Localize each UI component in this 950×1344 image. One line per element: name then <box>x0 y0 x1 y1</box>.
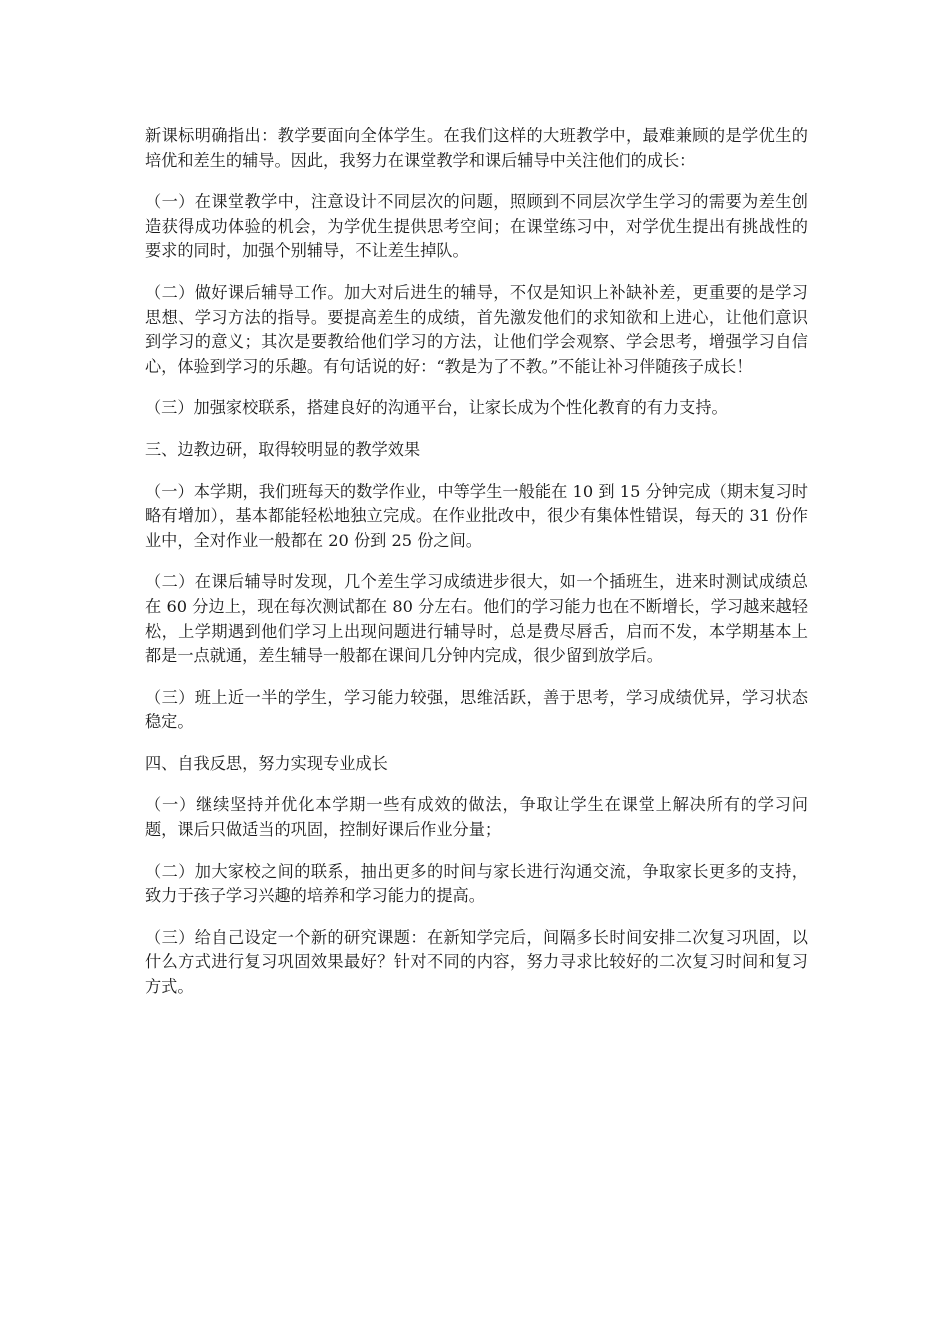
homework-results-paragraph: （一）本学期，我们班每天的数学作业，中等学生一般能在 10 到 15 分钟完成（期末复习时略有增加），基本都能轻松地独立完成。在作业批改中，很少有集体性错误，每天的 31 份作业中，全对作业一般都在 20 份到 25 份之间。 <box>145 481 808 550</box>
after-class-tutoring-paragraph: （二）做好课后辅导工作。加大对后进生的辅导，不仅是知识上补缺补差，更重要的是学习思想、学习方法的指导。要提高差生的成绩，首先激发他们的求知欲和上进心，让他们意识到学习的意义；其次是要教给他们学习的方法，让他们学会观察、学会思考，增强学习自信心，体验到学习的乐趣。有句话说的好：“教是为了不教。”不能让补习伴随孩子成长！ <box>145 282 808 376</box>
section-heading-4: 四、自我反思，努力实现专业成长 <box>145 753 388 773</box>
reflection-item-2: （二）加大家校之间的联系，抽出更多的时间与家长进行沟通交流，争取家长更多的支持，致力于孩子学习兴趣的培养和学习能力的提高。 <box>145 861 808 906</box>
tutoring-results-paragraph: （二）在课后辅导时发现，几个差生学习成绩进步很大，如一个插班生，进来时测试成绩总在 60 分边上，现在每次测试都在 80 分左右。他们的学习能力也在不断增长，学习越来越轻松，上学期遇到他们学习上出现问题进行辅导时，总是费尽唇舌，启而不发，本学期基本上都是一点就通，差生辅导一般都在课间几分钟内完成，很少留到放学后。 <box>145 572 808 666</box>
intro-paragraph: 新课标明确指出：教学要面向全体学生。在我们这样的大班教学中，最难兼顾的是学优生的培优和差生的辅导。因此，我努力在课堂教学和课后辅导中关注他们的成长： <box>145 126 808 170</box>
classroom-teaching-paragraph: （一）在课堂教学中，注意设计不同层次的问题，照顾到不同层次学生学习的需要为差生创造获得成功体验的机会，为学优生提供思考空间；在课堂练习中，对学优生提出有挑战性的要求的同时，加强个别辅导，不让差生掉队。 <box>145 192 808 261</box>
home-school-contact-paragraph: （三）加强家校联系，搭建良好的沟通平台，让家长成为个性化教育的有力支持。 <box>145 398 728 418</box>
section-heading-3: 三、边教边研，取得较明显的教学效果 <box>145 439 421 459</box>
strong-students-paragraph: （三）班上近一半的学生，学习能力较强，思维活跃，善于思考，学习成绩优异，学习状态稳定。 <box>145 687 808 732</box>
document-body <box>145 124 808 1017</box>
reflection-item-3: （三）给自己设定一个新的研究课题：在新知学完后，间隔多长时间安排二次复习巩固，以什么方式进行复习巩固效果最好？针对不同的内容，努力寻求比较好的二次复习时间和复习方式。 <box>145 927 808 997</box>
reflection-item-1: （一）继续坚持并优化本学期一些有成效的做法，争取让学生在课堂上解决所有的学习问题，课后只做适当的巩固，控制好课后作业分量； <box>145 795 808 840</box>
